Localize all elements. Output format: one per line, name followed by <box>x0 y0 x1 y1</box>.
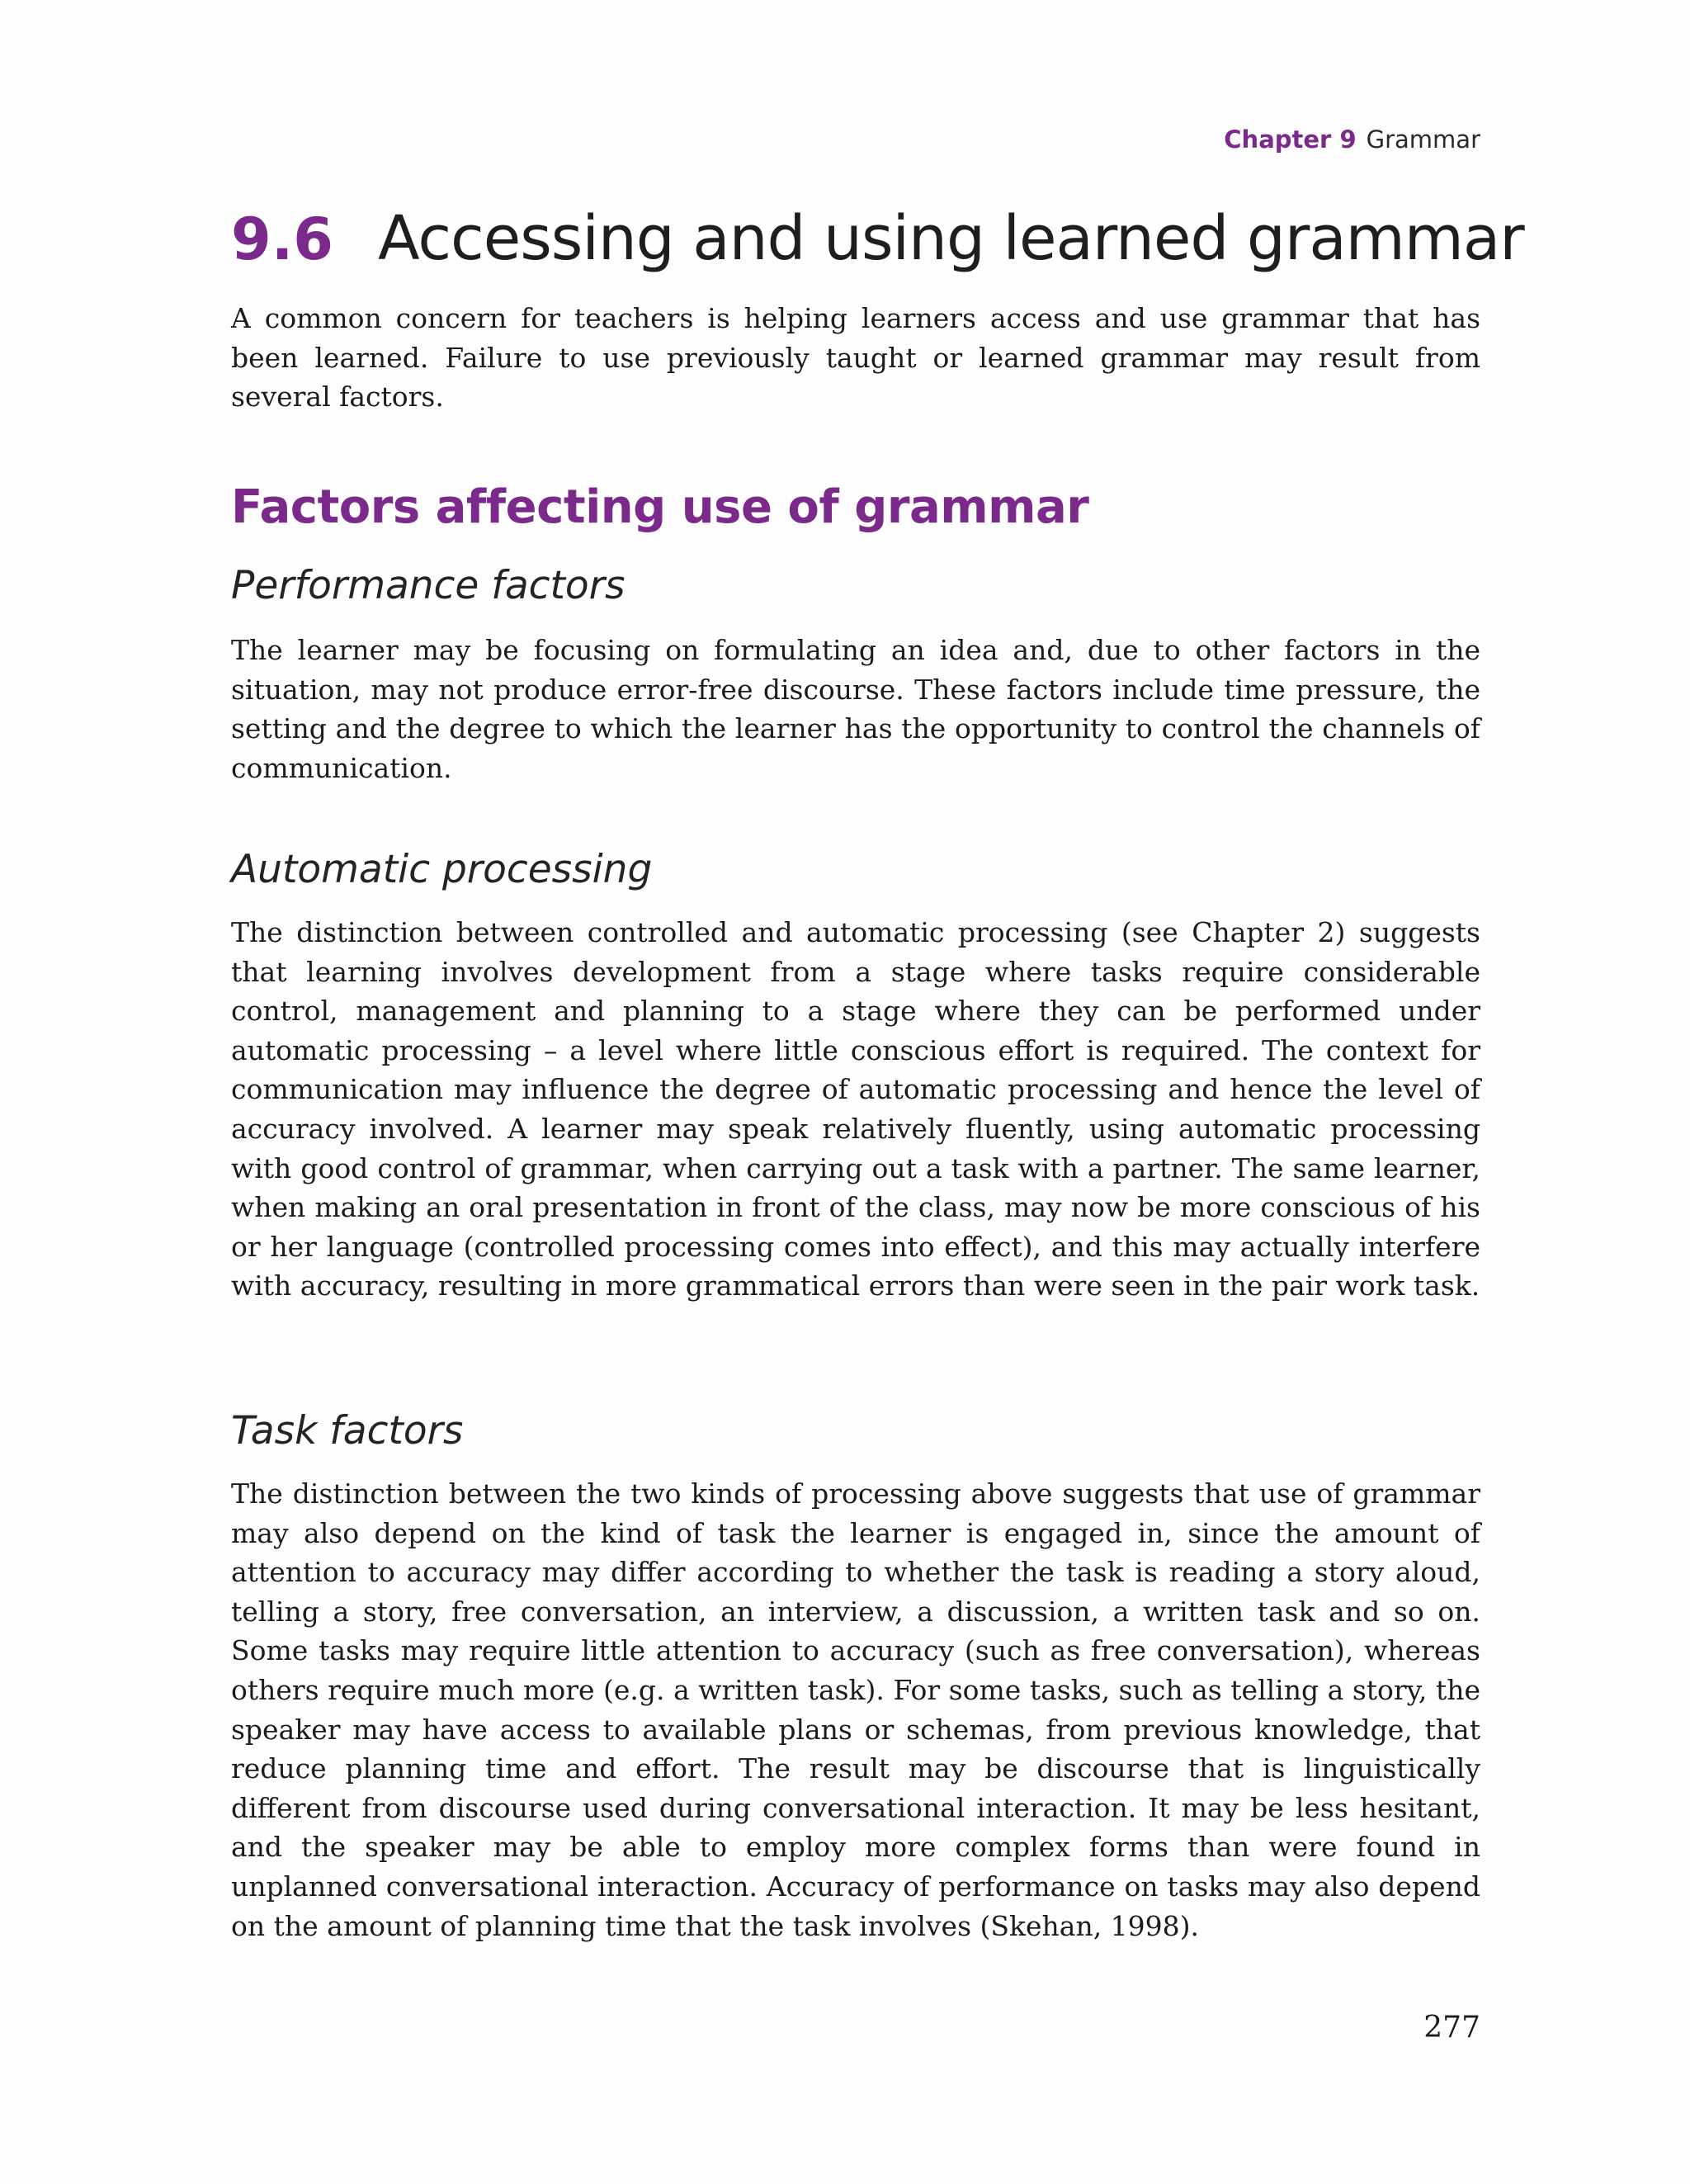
page-number: 277 <box>1423 2011 1480 2045</box>
automatic-processing-paragraph: The distinction between controlled and automatic processing (see Chapter 2) suggests that learning involves development from a stage where tasks require considerable control, management and planning to a stage where they can be performed under automatic processing – a level where little conscious effort is required. The context for communication may influence the degree of automatic processing and hence the level of accuracy involved. A learner may speak relatively fluently, using automatic processing with good control of grammar, when carrying out a task with a partner. The same learner, when making an oral presentation in front of the class, may now be more conscious of his or her language (controlled processing comes into effect), and this may actually interfere with accuracy, resulting in more grammatical errors than were seen in the pair work task. <box>231 916 1480 1302</box>
running-head-title: Grammar <box>1366 125 1480 154</box>
performance-factors-heading: Performance factors <box>231 563 625 608</box>
section-heading <box>231 203 1524 274</box>
running-head <box>1224 125 1480 154</box>
section-number: 9.6 <box>231 206 334 273</box>
running-head-chapter: Chapter 9 <box>1224 125 1357 154</box>
task-factors-paragraph: The distinction between the two kinds of processing above suggests that use of grammar may also depend on the kind of task the learner is engaged in, since the amount of attention to accuracy may differ according to whether the task is reading a story aloud, telling a story, free conversation, an interview, a discussion, a written task and so on. Some tasks may require little attention to accuracy (such as free conversation), whereas others require much more (e.g. a written task). For some tasks, such as telling a story, the speaker may have access to available plans or schemas, from previous knowledge, that reduce planning time and effort. The result may be discourse that is linguistically different from discourse used during conversational interaction. It may be less hesitant, and the speaker may be able to employ more complex forms than were found in unplanned conversational interaction. Accuracy of performance on tasks may also depend on the amount of planning time that the task involves (Skehan, 1998). <box>231 1477 1480 1942</box>
subsection-heading: Factors affecting use of grammar <box>231 480 1089 534</box>
section-title: Accessing and using learned grammar <box>378 203 1524 274</box>
intro-paragraph: A common concern for teachers is helping learners access and use grammar that has been learned. Failure to use previously taught or learned grammar may result from several factors. <box>231 302 1480 414</box>
performance-factors-paragraph: The learner may be focusing on formulating an idea and, due to other factors in the situation, may not produce error-free discourse. These factors include time pressure, the setting and the degree to which the learner has the opportunity to control the channels of communication. <box>231 634 1480 784</box>
automatic-processing-heading: Automatic processing <box>231 847 653 892</box>
task-factors-heading: Task factors <box>231 1408 464 1454</box>
